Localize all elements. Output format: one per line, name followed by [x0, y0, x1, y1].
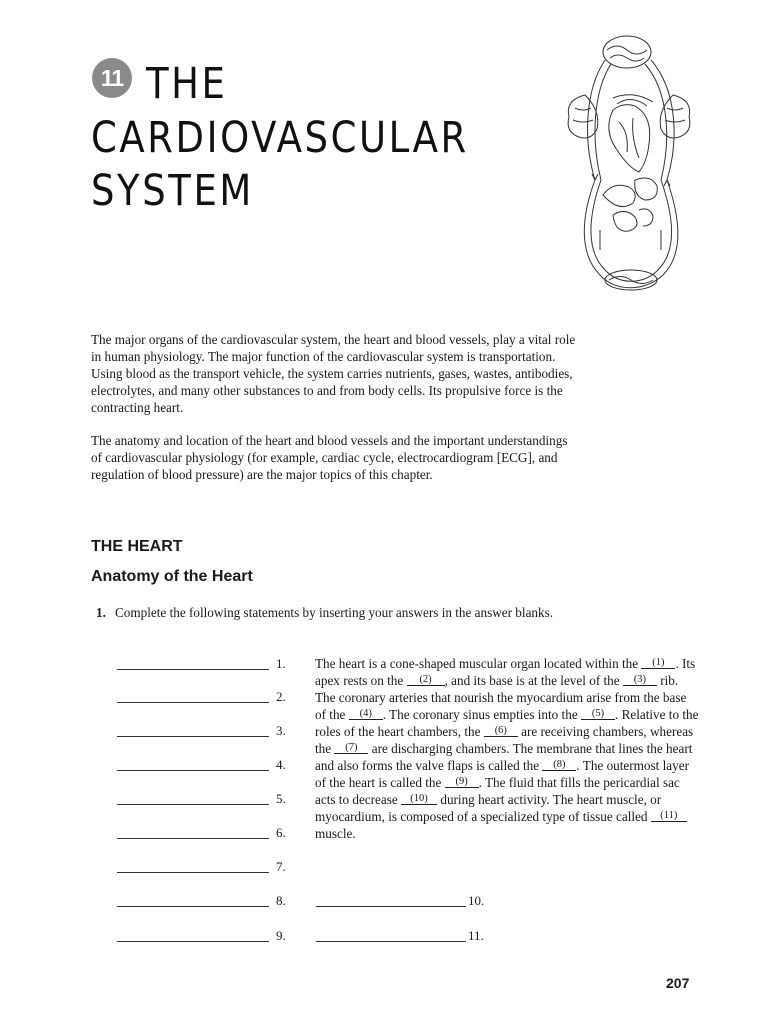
- passage-blank-9: (9): [445, 776, 479, 788]
- answer-line[interactable]: [117, 941, 269, 942]
- subsection-heading: Anatomy of the Heart: [91, 568, 253, 585]
- fill-in-passage: [315, 655, 700, 842]
- answer-label: 5.: [276, 791, 286, 806]
- passage-blank-1: (1): [641, 657, 675, 669]
- passage-blank-6: (6): [484, 725, 518, 737]
- passage-text: . Relative to the roles of the heart chambers, the: [315, 707, 699, 739]
- section-heading: THE HEART: [91, 538, 183, 555]
- passage-text: are discharging chambers. The membrane that lines the heart and also forms the valve flaps is called the: [315, 741, 693, 773]
- answer-label: 8.: [276, 893, 286, 908]
- answer-line[interactable]: [117, 872, 269, 873]
- answer-line[interactable]: [316, 941, 466, 942]
- answer-line[interactable]: [316, 906, 466, 907]
- passage-blank-8: (8): [542, 759, 576, 771]
- answer-label: 7.: [276, 859, 286, 874]
- question-1: [96, 604, 576, 621]
- passage-blank-10: (10): [401, 793, 437, 805]
- passage-text: rib. The coronary arteries that nourish the myocardium arise from the base of the: [315, 673, 687, 722]
- answer-line[interactable]: [117, 804, 269, 805]
- intro-paragraph-2: The anatomy and location of the heart and blood vessels and the important understandings of cardiovascular physiology (for example, cardiac cycle, electrocardiogram [ECG], and regulation of blood pressure) are the major topics of this chapter.: [91, 433, 568, 482]
- answer-label: 2.: [276, 689, 286, 704]
- passage-text: . The outermost layer of the heart is called the: [315, 758, 689, 790]
- chapter-title-line-3: SYSTEM: [91, 166, 254, 216]
- intro-paragraph-1: The major organs of the cardiovascular system, the heart and blood vessels, play a vital role in human physiology. The major function of the cardiovascular system is transportation. Using blood as the transport vehicle, the system carries nutrients, gases, wastes, antibodies, electrolytes, and many other substances to and from body cells. Its propulsive force is the contracting heart.: [91, 332, 576, 415]
- page-number: 207: [666, 975, 690, 991]
- answer-label: 10.: [468, 893, 485, 908]
- answer-label: 9.: [276, 928, 286, 943]
- chapter-title-line-2: CARDIOVASCULAR: [91, 113, 469, 163]
- passage-blank-7: (7): [334, 742, 368, 754]
- answer-label: 6.: [276, 825, 286, 840]
- answer-line[interactable]: [117, 906, 269, 907]
- passage-text: muscle.: [315, 826, 356, 841]
- chapter-number-badge: 11: [92, 58, 132, 98]
- passage-blank-4: (4): [349, 708, 383, 720]
- answer-label: 11.: [468, 928, 484, 943]
- answer-label: 4.: [276, 757, 286, 772]
- answer-line[interactable]: [117, 770, 269, 771]
- passage-text: The heart is a cone-shaped muscular organ located within the: [315, 656, 639, 671]
- answer-line[interactable]: [117, 702, 269, 703]
- question-number: 1.: [96, 605, 106, 620]
- answer-label: 1.: [276, 656, 286, 671]
- passage-blank-5: (5): [581, 708, 615, 720]
- passage-text: , and its base is at the level of the: [444, 673, 620, 688]
- answer-line[interactable]: [117, 838, 269, 839]
- question-text: Complete the following statements by inserting your answers in the answer blanks.: [115, 605, 554, 620]
- answer-line[interactable]: [117, 669, 269, 670]
- passage-blank-11: (11): [651, 810, 687, 822]
- answer-label: 3.: [276, 723, 286, 738]
- chapter-title-line-1: THE: [146, 59, 228, 109]
- passage-text: during heart activity. The heart muscle, or myocardium, is composed of a specialized type of tissue called: [315, 792, 662, 824]
- passage-text: . The fluid that fills the pericardial sac acts to decrease: [315, 775, 680, 807]
- passage-text: . Its apex rests on the: [315, 656, 696, 688]
- passage-text: . The coronary sinus empties into the: [382, 707, 578, 722]
- passage-blank-2: (2): [407, 674, 445, 686]
- circulatory-system-illustration-icon: [555, 30, 705, 300]
- answer-line[interactable]: [117, 736, 269, 737]
- passage-blank-3: (3): [623, 674, 657, 686]
- passage-text: are receiving chambers, whereas the: [315, 724, 694, 756]
